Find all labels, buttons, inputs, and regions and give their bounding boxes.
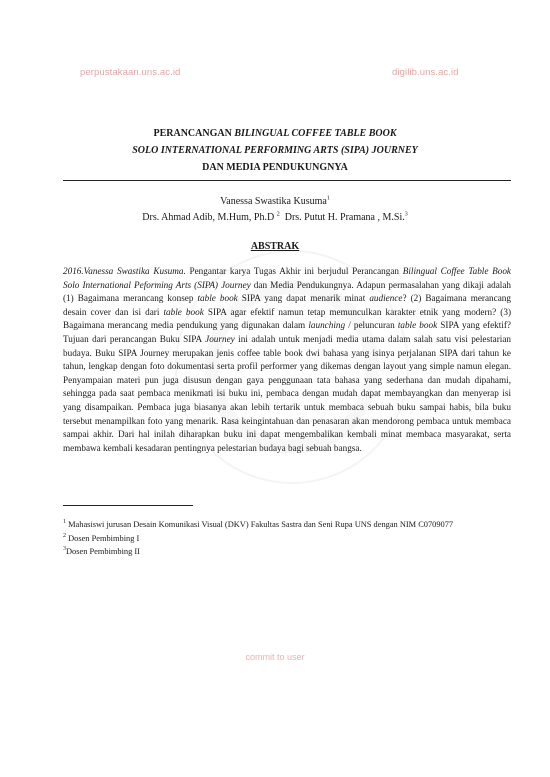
abstract-italic: table book bbox=[397, 320, 438, 331]
abstract-text: ? (2) Bagaimana merancang desain cover dan isi dari bbox=[63, 293, 511, 317]
abstract-text: SIPA agar efektif namun tetap memunculkan karakter etnik yang modern? (3) Bagaimana merancang media pendukung yang digunakan dalam bbox=[63, 306, 511, 331]
footnote-1 bbox=[63, 519, 511, 532]
abstract-italic: Journey bbox=[205, 333, 235, 344]
footnote-3 bbox=[63, 546, 511, 559]
author-advisor-2: Drs. Putut H. Pramana , M.Si. bbox=[284, 212, 405, 223]
footnote-3-text: Dosen Pembimbing II bbox=[66, 547, 140, 556]
footnote-1-mark: 1 bbox=[63, 519, 66, 526]
title-prefix: PERANCANGAN bbox=[153, 128, 232, 139]
abstract-italic: table book bbox=[163, 306, 204, 317]
abstract-heading: ABSTRAK bbox=[250, 241, 300, 252]
abstract-text: SIPA yang efektif? Tujuan dari perancangan Buku SIPA bbox=[63, 320, 512, 344]
footnote-mark-2: 2 bbox=[276, 211, 280, 218]
abstract-text: dan Media Pendukungnya. Adapun permasalahan yang dikaji adalah (1) Bagaimana merancang konsep bbox=[63, 279, 512, 304]
footnotes bbox=[63, 519, 511, 560]
abstract-text: Pengantar karya Tugas Akhir ini berjudul Perancangan bbox=[185, 266, 403, 276]
footer-commit-link[interactable]: commit to user bbox=[245, 652, 305, 662]
footnote-mark-1: 1 bbox=[326, 195, 330, 202]
title-line-1 bbox=[0, 125, 550, 142]
title-divider bbox=[63, 180, 511, 181]
author-student-line bbox=[0, 194, 550, 210]
abstract-citation: 2016.Vanessa Swastika Kusuma. bbox=[63, 266, 186, 276]
footnote-2 bbox=[63, 533, 511, 546]
footnote-2-text: Dosen Pembimbing I bbox=[66, 533, 140, 543]
title-line-2-text: SOLO INTERNATIONAL PERFORMING ARTS (SIPA) JOURNEY bbox=[132, 145, 418, 156]
abstract-body bbox=[63, 265, 511, 455]
footnote-1-text: Mahasiswi jurusan Desain Komunikasi Visual (DKV) Fakultas Sastra dan Seni Rupa UNS dengan NIM C0709077 bbox=[66, 520, 454, 529]
abstract-text: SIPA yang dapat menarik minat bbox=[237, 293, 370, 304]
author-advisors-line bbox=[0, 210, 550, 226]
abstract-italic: Bilingual Coffee Table Book Solo International Peforming Arts (SIPA) Journey bbox=[63, 266, 512, 290]
header-link-digilib[interactable]: digilib.uns.ac.id bbox=[392, 67, 459, 78]
header-link-perpustakaan[interactable]: perpustakaan.uns.ac.id bbox=[80, 67, 181, 78]
author-block bbox=[0, 194, 550, 226]
author-advisor-1: Drs. Ahmad Adib, M.Hum, Ph.D bbox=[142, 212, 275, 223]
author-student: Vanessa Swastika Kusuma bbox=[220, 196, 327, 207]
footnote-3-mark: 3 bbox=[63, 546, 66, 553]
paper-title bbox=[0, 125, 550, 176]
title-line-2 bbox=[0, 142, 550, 159]
abstract-text: / peluncuran bbox=[345, 320, 398, 331]
abstract-text: ini adalah untuk menjadi media utama dalam salah satu visi pelestarian budaya. Buku SIPA Journey merupakan jenis coffee table book dwi bahasa yang isinya perjalanan SIPA dari tahun ke tahun, lengkap dengan foto dokumentasi serta profil performer yang dikemas dengan layout yang simple namun elegan. Penyampaian materi pun juga disusun dengan gaya penggunaan tata bahasa yang sederhana dan mudah dipahami, sehingga pada saat pembaca menikmati isi buku ini, pembaca dengan mudah dapat membayangkan dan menyerap isi yang disampaikan. Pembaca juga biasanya akan lebih tertarik untuk membaca sebuah buku sampai habis, bila buku tersebut menampilkan foto yang menarik. Rasa keingintahuan dan penasaran akan mendorong pembaca untuk membaca sampai akhir. Dari hal inilah diharapkan buku ini dapat mengembalikan kembali minat membaca masyarakat, serta membawa kembali kesadaran pentingnya pelestarian budaya bagi sebuah bangsa. bbox=[63, 333, 511, 453]
title-italic: BILINGUAL COFFEE TABLE BOOK bbox=[234, 128, 397, 139]
title-line-3: DAN MEDIA PENDUKUNGNYA bbox=[202, 162, 348, 173]
footnote-mark-3: 3 bbox=[404, 211, 408, 218]
abstract-italic: launching bbox=[308, 320, 346, 331]
abstract-italic: table book bbox=[197, 293, 238, 304]
footnote-divider bbox=[63, 505, 193, 506]
abstract-italic: audience bbox=[369, 293, 403, 304]
footnote-2-mark: 2 bbox=[63, 532, 66, 539]
